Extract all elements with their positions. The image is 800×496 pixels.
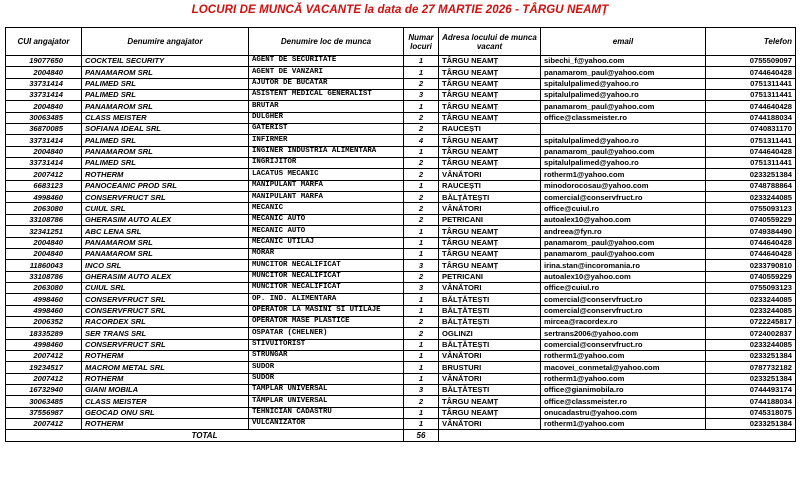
cell-positions-count: 2 [404,158,439,169]
cell-phone: 0749384490 [706,226,796,237]
table-row [6,180,796,191]
cell-phone: 0740831170 [706,124,796,135]
cell-address: TÂRGU NEAMȚ [439,101,541,112]
cell-email: spitalulpalimed@yahoo.ro [541,90,706,101]
cell-address: TÂRGU NEAMȚ [439,158,541,169]
cell-cui: 37556987 [6,407,82,418]
cell-job-name: TEHNICIAN CADASTRU [249,407,404,418]
cell-employer-name: INCO SRL [82,260,249,271]
cell-employer-name: ROTHERM [82,373,249,384]
table-row [6,294,796,305]
cell-cui: 4998460 [6,339,82,350]
cell-address: PETRICANI [439,214,541,225]
cell-employer-name: CUIUL SRL [82,203,249,214]
cell-positions-count: 1 [404,373,439,384]
cell-employer-name: PALIMED SRL [82,135,249,146]
cell-job-name: VULCANIZATOR [249,419,404,430]
cell-cui: 4998460 [6,294,82,305]
cell-email: rotherm1@yahoo.com [541,350,706,361]
cell-employer-name: PANAMAROM SRL [82,146,249,157]
table-row [6,101,796,112]
cell-employer-name: GIANI MOBILA [82,384,249,395]
cell-address: BĂLȚĂTEȘTI [439,316,541,327]
cell-email: macovei_conmetal@yahoo.com [541,362,706,373]
cell-job-name: MECANIC [249,203,404,214]
cell-employer-name: PANAMAROM SRL [82,67,249,78]
cell-phone: 0233251384 [706,419,796,430]
cell-email: autoalex10@yahoo.com [541,214,706,225]
cell-positions-count: 1 [404,180,439,191]
cell-email: rotherm1@yahoo.com [541,169,706,180]
table-row [6,282,796,293]
cell-address: BĂLȚĂTEȘTI [439,294,541,305]
cell-email [541,124,706,135]
cell-email: comercial@conservfruct.ro [541,305,706,316]
cell-job-name: MANIPULANT MARFA [249,192,404,203]
table-row [6,169,796,180]
cell-address: PETRICANI [439,271,541,282]
cell-cui: 16732940 [6,384,82,395]
cell-phone: 0748788864 [706,180,796,191]
cell-address: TÂRGU NEAMȚ [439,146,541,157]
cell-email: comercial@conservfruct.ro [541,294,706,305]
table-row [6,248,796,259]
cell-job-name: BRUTAR [249,101,404,112]
cell-employer-name: ROTHERM [82,169,249,180]
cell-job-name: GATERIST [249,124,404,135]
cell-positions-count: 2 [404,169,439,180]
cell-cui: 2063080 [6,282,82,293]
cell-cui: 6683123 [6,180,82,191]
total-value: 56 [404,430,439,442]
table-body [6,56,796,430]
cell-phone: 0233251384 [706,169,796,180]
cell-email: spitalulpalimed@yahoo.ro [541,135,706,146]
cell-employer-name: PANOCEANIC PROD SRL [82,180,249,191]
cell-phone: 0744188034 [706,112,796,123]
cell-positions-count: 1 [404,362,439,373]
cell-cui: 19234517 [6,362,82,373]
cell-email: comercial@conservfruct.ro [541,192,706,203]
cell-cui: 2007412 [6,419,82,430]
cell-phone: 0233244085 [706,339,796,350]
cell-phone: 0233244085 [706,192,796,203]
cell-job-name: TÂMPLAR UNIVERSAL [249,396,404,407]
cell-cui: 4998460 [6,305,82,316]
cell-address: TÂRGU NEAMȚ [439,67,541,78]
cell-cui: 33731414 [6,158,82,169]
cell-email: autoalex10@yahoo.com [541,271,706,282]
cell-address: VÂNĂTORI [439,350,541,361]
cell-employer-name: RACORDEX SRL [82,316,249,327]
cell-positions-count: 1 [404,226,439,237]
cell-positions-count: 1 [404,407,439,418]
cell-job-name: MANIPULANT MARFA [249,180,404,191]
cell-email: panamarom_paul@yahoo.com [541,67,706,78]
cell-positions-count: 2 [404,316,439,327]
cell-job-name: SUDOR [249,362,404,373]
cell-address: VÂNĂTORI [439,169,541,180]
cell-positions-count: 3 [404,384,439,395]
table-row [6,124,796,135]
cell-job-name: STIVUITORIST [249,339,404,350]
cell-employer-name: CONSERVFRUCT SRL [82,294,249,305]
table-row [6,90,796,101]
table-row [6,362,796,373]
cell-cui: 30063485 [6,112,82,123]
cell-employer-name: MACROM METAL SRL [82,362,249,373]
cell-address: TÂRGU NEAMȚ [439,78,541,89]
cell-phone: 0755093123 [706,203,796,214]
cell-phone: 0233244085 [706,294,796,305]
table-row [6,396,796,407]
cell-cui: 33731414 [6,135,82,146]
total-blank-email [541,430,706,442]
cell-employer-name: CUIUL SRL [82,282,249,293]
cell-employer-name: PALIMED SRL [82,78,249,89]
cell-email: mircea@racordex.ro [541,316,706,327]
cell-job-name: AGENT DE VANZARI [249,67,404,78]
cell-cui: 33108786 [6,271,82,282]
cell-employer-name: GEOCAD ONU SRL [82,407,249,418]
table-row [6,260,796,271]
table-row [6,192,796,203]
cell-email: rotherm1@yahoo.com [541,419,706,430]
table-row [6,158,796,169]
cell-cui: 33108786 [6,214,82,225]
cell-cui: 2004840 [6,248,82,259]
header-address: Adresa locului de munca vacant [439,28,541,56]
cell-address: BRUSTURI [439,362,541,373]
cell-job-name: OP. IND. ALIMENTARA [249,294,404,305]
cell-address: TÂRGU NEAMȚ [439,248,541,259]
table-row [6,350,796,361]
cell-job-name: MUNCITOR NECALIFICAT [249,260,404,271]
table-row [6,339,796,350]
cell-address: TÂRGU NEAMȚ [439,56,541,67]
cell-email: office@cuiul.ro [541,282,706,293]
cell-email: panamarom_paul@yahoo.com [541,101,706,112]
table-row [6,112,796,123]
cell-job-name: MUNCITOR NECALIFICAT [249,271,404,282]
cell-positions-count: 1 [404,237,439,248]
table-row [6,419,796,430]
cell-address: TÂRGU NEAMȚ [439,396,541,407]
cell-positions-count: 2 [404,271,439,282]
cell-positions-count: 2 [404,203,439,214]
cell-cui: 2063080 [6,203,82,214]
cell-positions-count: 2 [404,78,439,89]
cell-phone: 0751311441 [706,158,796,169]
cell-phone: 0745318075 [706,407,796,418]
table-row [6,78,796,89]
cell-positions-count: 1 [404,339,439,350]
cell-cui: 2007412 [6,350,82,361]
cell-address: RAUCEȘTI [439,180,541,191]
cell-phone: 0744640428 [706,146,796,157]
cell-phone: 0744640428 [706,248,796,259]
cell-job-name: AGENT DE SECURITATE [249,56,404,67]
cell-positions-count: 2 [404,112,439,123]
cell-positions-count: 1 [404,419,439,430]
table-header-row [6,28,796,56]
table-row [6,214,796,225]
cell-job-name: OSPATAR (CHELNER) [249,328,404,339]
cell-cui: 32341251 [6,226,82,237]
cell-employer-name: GHERASIM AUTO ALEX [82,271,249,282]
cell-phone: 0740559229 [706,214,796,225]
cell-employer-name: CONSERVFRUCT SRL [82,305,249,316]
cell-address: TÂRGU NEAMȚ [439,226,541,237]
total-label: TOTAL [6,430,404,442]
cell-positions-count: 2 [404,328,439,339]
cell-address: TÂRGU NEAMȚ [439,260,541,271]
cell-positions-count: 1 [404,294,439,305]
cell-email: panamarom_paul@yahoo.com [541,146,706,157]
cell-phone: 0744188034 [706,396,796,407]
table-row [6,237,796,248]
cell-employer-name: CONSERVFRUCT SRL [82,192,249,203]
cell-cui: 30063485 [6,396,82,407]
table-row [6,384,796,395]
cell-employer-name: CLASS MEISTER [82,112,249,123]
cell-employer-name: PANAMAROM SRL [82,237,249,248]
cell-email: panamarom_paul@yahoo.com [541,248,706,259]
cell-job-name: TÂMPLAR UNIVERSAL [249,384,404,395]
cell-cui: 36870085 [6,124,82,135]
cell-cui: 2004840 [6,146,82,157]
cell-cui: 2007412 [6,169,82,180]
header-email: email [541,28,706,56]
cell-cui: 2006352 [6,316,82,327]
cell-phone: 0755509097 [706,56,796,67]
cell-phone: 0751311441 [706,78,796,89]
cell-positions-count: 3 [404,260,439,271]
cell-job-name: OPERATOR MASE PLASTICE [249,316,404,327]
cell-email: office@classmeister.ro [541,112,706,123]
cell-address: BĂLȚĂTEȘTI [439,192,541,203]
cell-phone: 0233251384 [706,350,796,361]
cell-employer-name: GHERASIM AUTO ALEX [82,214,249,225]
table-row [6,407,796,418]
cell-phone: 0233790810 [706,260,796,271]
cell-phone: 0751311441 [706,90,796,101]
table-row [6,226,796,237]
cell-phone: 0744640428 [706,101,796,112]
cell-job-name: SUDOR [249,373,404,384]
header-job-name: Denumire loc de munca [249,28,404,56]
table-row [6,316,796,327]
cell-positions-count: 1 [404,56,439,67]
cell-address: TÂRGU NEAMȚ [439,112,541,123]
total-row [6,430,796,442]
cell-job-name: MECANIC UTILAJ [249,237,404,248]
cell-address: VÂNĂTORI [439,373,541,384]
cell-job-name: MORAR [249,248,404,259]
cell-address: TÂRGU NEAMȚ [439,407,541,418]
cell-address: VÂNĂTORI [439,419,541,430]
cell-cui: 2004840 [6,101,82,112]
cell-positions-count: 2 [404,192,439,203]
cell-email: panamarom_paul@yahoo.com [541,237,706,248]
cell-positions-count: 1 [404,146,439,157]
cell-address: TÂRGU NEAMȚ [439,135,541,146]
table-row [6,305,796,316]
cell-positions-count: 1 [404,101,439,112]
table-row [6,328,796,339]
cell-cui: 19077650 [6,56,82,67]
cell-positions-count: 1 [404,67,439,78]
cell-phone: 0740559229 [706,271,796,282]
cell-employer-name: ROTHERM [82,350,249,361]
table-row [6,56,796,67]
cell-positions-count: 2 [404,396,439,407]
cell-positions-count: 3 [404,282,439,293]
total-blank-phone [706,430,796,442]
cell-email: office@gianimobila.ro [541,384,706,395]
cell-job-name: LACATUS MECANIC [249,169,404,180]
cell-cui: 2004840 [6,67,82,78]
cell-job-name: INFIRMER [249,135,404,146]
cell-cui: 11860043 [6,260,82,271]
cell-cui: 33731414 [6,78,82,89]
cell-employer-name: COCKTEIL SECURITY [82,56,249,67]
cell-email: office@classmeister.ro [541,396,706,407]
cell-address: TÂRGU NEAMȚ [439,90,541,101]
cell-employer-name: PALIMED SRL [82,90,249,101]
cell-email: andreea@fyn.ro [541,226,706,237]
cell-email: spitalulpalimed@yahoo.ro [541,158,706,169]
cell-employer-name: CONSERVFRUCT SRL [82,339,249,350]
cell-employer-name: SOFIANA IDEAL SRL [82,124,249,135]
cell-positions-count: 4 [404,135,439,146]
cell-phone: 0744640428 [706,237,796,248]
cell-email: irina.stan@incoromania.ro [541,260,706,271]
cell-cui: 2007412 [6,373,82,384]
cell-job-name: INGINER INDUSTRIA ALIMENTARA [249,146,404,157]
cell-address: TÂRGU NEAMȚ [439,237,541,248]
cell-cui: 4998460 [6,192,82,203]
cell-phone: 0724002837 [706,328,796,339]
cell-positions-count: 2 [404,214,439,225]
cell-email: sertrans2006@yahoo.com [541,328,706,339]
cell-phone: 0787732182 [706,362,796,373]
cell-address: BĂLȚĂTEȘTI [439,339,541,350]
cell-phone: 0751311441 [706,135,796,146]
cell-phone: 0722245817 [706,316,796,327]
cell-email: rotherm1@yahoo.com [541,373,706,384]
cell-job-name: OPERATOR LA MASINI SI UTILAJE [249,305,404,316]
vacancies-table [5,27,796,442]
cell-phone: 0233251384 [706,373,796,384]
table-row [6,373,796,384]
cell-job-name: MECANIC AUTO [249,214,404,225]
cell-job-name: MECANIC AUTO [249,226,404,237]
cell-email: spitalulpalimed@yahoo.ro [541,78,706,89]
cell-address: VÂNĂTORI [439,282,541,293]
cell-job-name: AJUTOR DE BUCATAR [249,78,404,89]
cell-address: BĂLȚĂTEȘTI [439,305,541,316]
cell-job-name: INGRIJITOR [249,158,404,169]
cell-job-name: MUNCITOR NECALIFICAT [249,282,404,293]
header-cui: CUI angajator [6,28,82,56]
cell-employer-name: ABC LENA SRL [82,226,249,237]
cell-positions-count: 1 [404,248,439,259]
header-employer-name: Denumire angajator [82,28,249,56]
cell-cui: 33731414 [6,90,82,101]
cell-positions-count: 3 [404,90,439,101]
cell-email: onucadastru@yahoo.com [541,407,706,418]
cell-address: RAUCEȘTI [439,124,541,135]
header-phone: Telefon [706,28,796,56]
cell-address: VÂNĂTORI [439,203,541,214]
cell-phone: 0744640428 [706,67,796,78]
cell-email: comercial@conservfruct.ro [541,339,706,350]
cell-employer-name: PANAMAROM SRL [82,248,249,259]
cell-phone: 0744493174 [706,384,796,395]
cell-phone: 0755093123 [706,282,796,293]
cell-job-name: DULGHER [249,112,404,123]
cell-employer-name: ROTHERM [82,419,249,430]
total-blank-address [439,430,541,442]
cell-address: BĂLȚĂTEȘTI [439,384,541,395]
cell-employer-name: SER TRANS SRL [82,328,249,339]
cell-positions-count: 1 [404,350,439,361]
table-row [6,135,796,146]
cell-email: minodorocosau@yahoo.com [541,180,706,191]
table-row [6,203,796,214]
cell-job-name: ASISTENT MEDICAL GENERALIST [249,90,404,101]
cell-positions-count: 1 [404,305,439,316]
cell-phone: 0233244085 [706,305,796,316]
page-title: LOCURI DE MUNCĂ VACANTE la data de 27 MARTIE 2026 - TÂRGU NEAMȚ [191,4,609,16]
cell-address: OGLINZI [439,328,541,339]
cell-cui: 18335289 [6,328,82,339]
cell-employer-name: PALIMED SRL [82,158,249,169]
table-row [6,271,796,282]
cell-email: sibechi_f@yahoo.com [541,56,706,67]
cell-cui: 2004840 [6,237,82,248]
header-positions-count: Numar locuri [404,28,439,56]
cell-email: office@cuiul.ro [541,203,706,214]
cell-positions-count: 2 [404,124,439,135]
cell-job-name: STRUNGAR [249,350,404,361]
table-row [6,146,796,157]
cell-employer-name: CLASS MEISTER [82,396,249,407]
table-row [6,67,796,78]
cell-employer-name: PANAMAROM SRL [82,101,249,112]
